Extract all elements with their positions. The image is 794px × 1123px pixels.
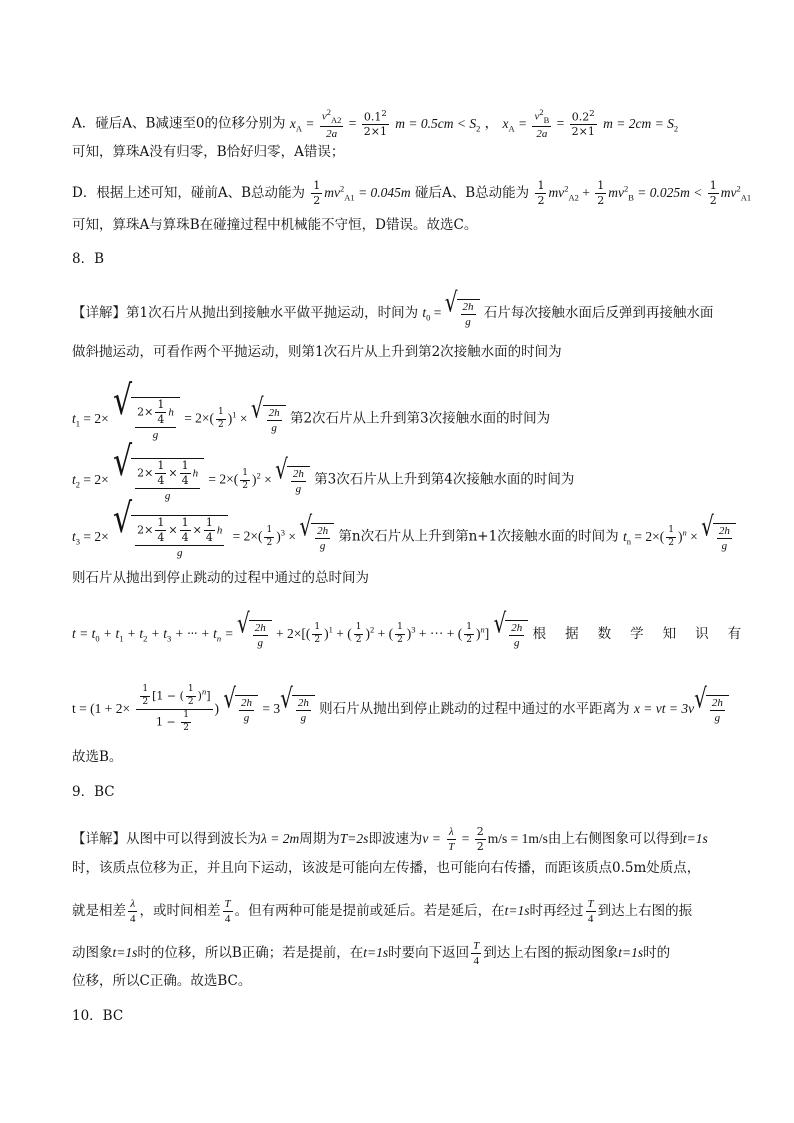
frac-geometric-sum: $\frac{1}{2}$ [1 − ( $\frac{1}{2}$ )$^n$] 1 − $\frac{1}{2}$: [136, 685, 212, 734]
line-t2: $t_2 = 2\times$ √ 2× $\frac{1}{4}$ × $\frac{1}{4}$ h g = 2×( $\frac{1}{2}$ )$^2$ × √ $\frac{2h}{g}$ 第3次石片从上升到第4次接触水面的时间为: [72, 438, 575, 503]
frac-half: $\frac{1}{2}$: [709, 179, 717, 208]
line-q9-detail-4: 动图象t=1s时的位移，所以B正确；若是提前，在t=1s时要向下返回 $\frac{T}{4}$ 到达上右图的振动图象t=1s时的: [72, 940, 671, 968]
frac-half: $\frac{1}{2}$: [313, 179, 321, 208]
line-q8-detail-1: 【详解】第1次石片从抛出到接触水平做平抛运动，时间为 $t_0$ = √ $\frac{2h}{g}$ 石片每次接触水面后反弹到再接触水面: [72, 286, 714, 329]
line-t3: $t_3 = 2\times$ √ 2× $\frac{1}{4}$ × $\frac{1}{4}$ × $\frac{1}{4}$ h g = 2×( $\frac{1}{2}$ )$^3$ × √ $\frac{2h}{g}$ 第n次石片从上升到第n+1次接触水面的时间为 $t_n = 2\times$( $\frac{1}{2}$ )$^n$ × √ $\frac{2h}{g}$: [72, 515, 736, 559]
math-xa: $x_A$ =: [289, 115, 318, 134]
line-option-a: A．碰后A、B减速至0的位移分别为 $x_A$ = $\frac{v^2_{A2}}{2a}$ = $\frac{0.1^2}{2\times 1}$ $m = 0.5cm < S_2$ ， $x_A$ = $\frac{v^2_B}{2a}$ = $\frac{0.2^2}{2\times 1}$ $m = 2cm = S_2$: [72, 107, 679, 141]
line-conclusion-a: 可知，算珠A没有归零，B恰好归零，A错误；: [72, 144, 345, 160]
line-answer-bc: 位移，所以C正确。故选BC。: [72, 973, 252, 989]
answer-8: 8．B: [72, 251, 105, 267]
line-t-result: t = (1 + 2× $\frac{1}{2}$ [1 − ( $\frac{1}{2}$ )$^n$] 1 − $\frac{1}{2}$ ) √ $\frac{2h}{g}$ = 3 √ $\frac{2h}{g}$ 则石片从抛出到停止跳动的过程中通过的水平距离为 x = vt = 3v √ $\frac{2h}{g}$: [72, 685, 729, 734]
frac-01-sq: $\frac{0.1^2}{2\times 1}$: [363, 108, 387, 139]
math-result-b: $m = 2cm = S_2$: [603, 115, 679, 134]
sqrt-2h-g: √ $\frac{2h}{g}$: [445, 299, 480, 328]
line-t-sum: $t = t_0 + t_1 + t_2 + t_3$ + ··· + $t_n$ = √ $\frac{2h}{g}$ + 2×[( $\frac{1}{2}$ )$^1$ + ( $\frac{1}{2}$ )$^2$ + ( $\frac{1}{2}$ )$^3$ + ··· + ( $\frac{1}{2}$ )$^n$] √ $\frac{2h}{g}$ 根据数学知识有: [72, 607, 761, 650]
frac-half: $\frac{1}{2}$: [537, 179, 545, 208]
line-total-time: 则石片从抛出到停止跳动的过程中通过的总时间为: [72, 570, 369, 586]
frac-half: $\frac{1}{2}$: [597, 179, 605, 208]
answer-9: 9．BC: [72, 784, 115, 800]
math-xb: $x_A$ =: [502, 115, 531, 134]
separator: ，: [484, 115, 499, 132]
frac-va2-2a: $\frac{v^2_{A2}}{2a}$: [321, 107, 342, 141]
frac-02-sq: $\frac{0.2^2}{2\times 1}$: [571, 108, 595, 139]
frac-vb-2a: $\frac{v^2_B}{2a}$: [534, 107, 550, 141]
answer-10: 10．BC: [72, 1008, 124, 1024]
line-conclusion-d: 可知，算珠A与算珠B在碰撞过程中机械能不守恒，D错误。故选C。: [72, 217, 478, 233]
sqrt-t3: √ 2× $\frac{1}{4}$ × $\frac{1}{4}$ × $\frac{1}{4}$ h g: [113, 515, 228, 559]
line-q9-detail-1: 【详解】从图中可以得到波长为λ = 2m周期为T=2s即波速为v = $\frac{\lambda}{T}$ = $\frac{2}{2}$ m/s = 1m/s由上右侧图象可以得到t=1s: [72, 825, 708, 854]
line-q8-detail-2: 做斜抛运动，可看作两个平抛运动，则第1次石片从上升到第2次接触水面的时间为: [72, 344, 562, 360]
line-option-d: D．根据上述可知，碰前A、B总动能为 $\frac{1}{2}$ $mv^2_{A1} = 0.045m$ 碰后A、B总动能为 $\frac{1}{2}$ $mv^2_{A2}$ + $\frac{1}{2}$ $mv^2_B = 0.025m$ < $\frac{1}{2}$ $mv^2_{A1}$: [72, 179, 752, 208]
line-answer-b: 故选B。: [72, 749, 123, 765]
sqrt-t2: √ 2× $\frac{1}{4}$ × $\frac{1}{4}$ h g: [113, 458, 204, 502]
sqrt-t1: √ 2× $\frac{1}{4}$ h g: [113, 397, 180, 441]
line-t1: $t_1 = 2\times$ √ 2× $\frac{1}{4}$ h g = 2×( $\frac{1}{2}$ )$^1$ × √ $\frac{2h}{g}$ 第2次石片从上升到第3次接触水面的时间为: [72, 377, 551, 442]
math-result-a: $m = 0.5cm < S_2$: [395, 115, 481, 134]
text: A．碰后A、B减速至0的位移分别为: [72, 115, 286, 132]
line-q9-detail-2: 时，该质点位移为正，并且向下运动，该波是可能向左传播，也可能向右传播，而距该质点0.5m处质点，: [72, 860, 701, 876]
line-q9-detail-3: 就是相差 $\frac{\lambda}{4}$ ，或时间相差 $\frac{T}{4}$ 。但有两种可能是提前或延后。若是延后，在t=1s时再经过 $\frac{T}{4}$ 到达上右图的振: [72, 898, 693, 926]
